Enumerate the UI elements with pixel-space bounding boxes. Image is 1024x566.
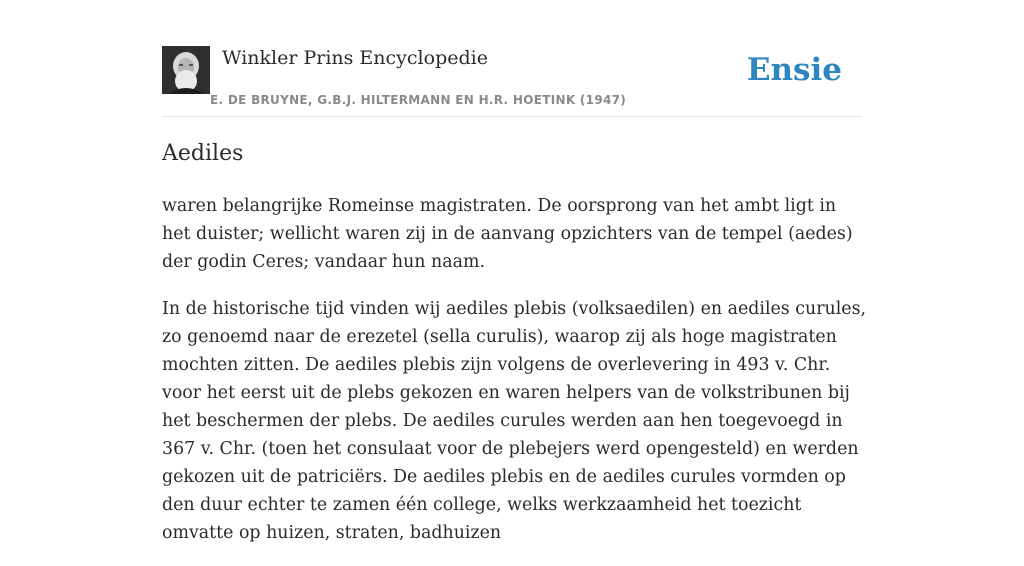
author-avatar bbox=[162, 46, 210, 94]
authors-line: E. DE BRUYNE, G.B.J. HILTERMANN EN H.R. HOETINK (1947) bbox=[210, 93, 627, 107]
ensie-logo-link[interactable]: Ensie bbox=[746, 52, 842, 88]
article-paragraph: waren belangrijke Romeinse magistraten. De oorsprong van het ambt ligt in het duister; wellicht waren zij in de aanvang opzichters van de tempel (aedes) der godin Ceres; vandaar hun naam. bbox=[162, 196, 853, 272]
encyclopedia-title[interactable]: Winkler Prins Encyclopedie bbox=[222, 47, 488, 69]
portrait-image bbox=[162, 46, 210, 94]
article-title: Aediles bbox=[162, 141, 244, 166]
page bbox=[162, 0, 867, 543]
article-body bbox=[162, 192, 868, 566]
header bbox=[162, 0, 862, 117]
article-paragraph: In de historische tijd vinden wij aediles plebis (volksaedilen) en aediles curules, zo genoemd naar de erezetel (sella curulis), waarop zij als hoge magistraten mochten zitten. De aediles plebis zijn volgens de overlevering in 493 v. Chr. voor het eerst uit de plebs gekozen en waren helpers van de volkstribunen bij het beschermen der plebs. De aediles curules werden aan hen toegevoegd in 367 v. Chr. (toen het consulaat voor de plebejers werd opengesteld) en werden gekozen uit de patriciërs. De aediles plebis en de aediles curules vormden op den duur echter te zamen één college, welks werkzaamheid het toezicht omvatte op huizen, straten, badhuizen bbox=[162, 299, 867, 543]
